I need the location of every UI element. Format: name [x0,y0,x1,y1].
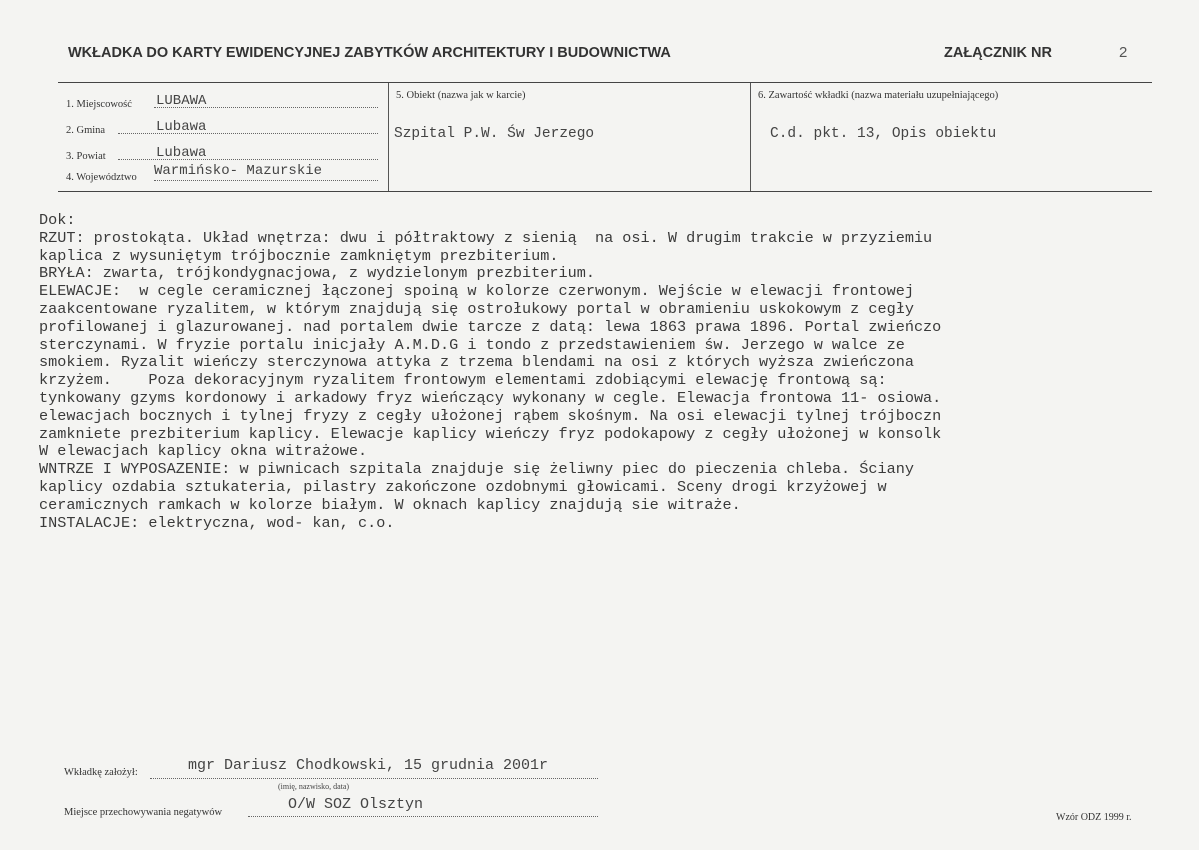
wojewodztwo-value: Warmińsko- Mazurskie [154,163,323,179]
dotted-line [150,778,598,779]
miejscowosc-label: 1. Miejscowość [66,99,132,110]
author-value: mgr Dariusz Chodkowski, 15 grudnia 2001r [188,757,549,774]
field-gmina [66,117,378,137]
form-title: WKŁADKA DO KARTY EWIDENCYJNEJ ZABYTKÓW ARCHITEKTURY I BUDOWNICTWA [68,45,671,61]
annex-label: ZAŁĄCZNIK NR [944,45,1052,61]
identification-table [58,82,1152,192]
object-value: Szpital P.W. Św Jerzego [394,126,595,142]
field-powiat [66,143,378,163]
content-label: 6. Zawartość wkładki (nazwa materiału uzupełniającego) [758,90,999,101]
column-divider [388,83,389,191]
storage-value: O/W SOZ Olsztyn [288,796,424,813]
content-value: C.d. pkt. 13, Opis obiektu [770,126,997,142]
powiat-value: Lubawa [156,145,207,161]
gmina-label: 2. Gmina [66,125,106,136]
annex-number: 2 [1119,44,1128,61]
form-model-note: Wzór ODZ 1999 r. [1056,812,1132,823]
gmina-value: Lubawa [156,119,207,135]
miejscowosc-value: LUBAWA [156,93,207,109]
dotted-line [154,180,378,181]
field-miejscowosc [66,91,378,111]
author-label: Wkładkę założył: [64,767,138,778]
object-label: 5. Obiekt (nazwa jak w karcie) [396,90,526,101]
storage-label: Miejsce przechowywania negatywów [64,807,223,818]
dotted-line [248,816,598,817]
wojewodztwo-label: 4. Województwo [66,172,137,183]
object-description: Dok: RZUT: prostokąta. Układ wnętrza: dwu i półtraktowy z sienią na osi. W drugim trakcie w przyziemiu kaplica z wysuniętym trójbocznie zamkniętym prezbiterium. BRYŁA: zwarta, trójkondygnacjowa, z wydzielonym prezbiterium. ELEWACJE: w cegle ceramicznej łączonej spoiną w kolorze czerwonym. Wejście w elewacji frontowej zaakcentowane ryzalitem, w którym znajdują się ostrołukowy portal w obramieniu uskokowym z cegły profilowanej i glazurowanej. nad portalem dwie tarcze z datą: lewa 1863 prawa 1896. Portal zwieńczo sterczynami. W fryzie portalu inicjały A.M.D.G i tondo z przedstawieniem św. Jerzego w walce ze smokiem. Ryzalit wieńczy sterczynowa attyka z trzema blendami na osi z których wyższa zwieńczona krzyżem. Poza dekoracyjnym ryzalitem frontowym elementami zdobiącymi elewację frontową są: tynkowany gzyms kordonowy i arkadowy fryz wieńczący wykonany w cegle. Elewacja frontowa 11- osiowa. elewacjach bocznych i tylnej fryzy z cegły ułożonej rąbem skośnym. Na osi elewacji tylnej trójboczn zamkniete prezbiterium kaplicy. Elewacje kaplicy wieńczy fryz podokapowy z cegły ułożonej w konsolk W elewacjach kaplicy okna witrażowe. WNTRZE I WYPOSAZENIE: w piwnicach szpitala znajduje się żeliwny piec do pieczenia chleba. Ściany kaplicy ozdabia sztukateria, pilastry zakończone ozdobnymi głowicami. Sceny drogi krzyżowej w ceramicznych ramkach w kolorze białym. W oknach kaplicy znajdują sie witraże. INSTALACJE: elektryczna, wod- kan, c.o. [39,211,942,532]
column-divider [750,83,751,191]
author-sublabel: (imię, nazwisko, data) [278,782,350,791]
powiat-label: 3. Powiat [66,151,106,162]
field-wojewodztwo [66,164,378,184]
